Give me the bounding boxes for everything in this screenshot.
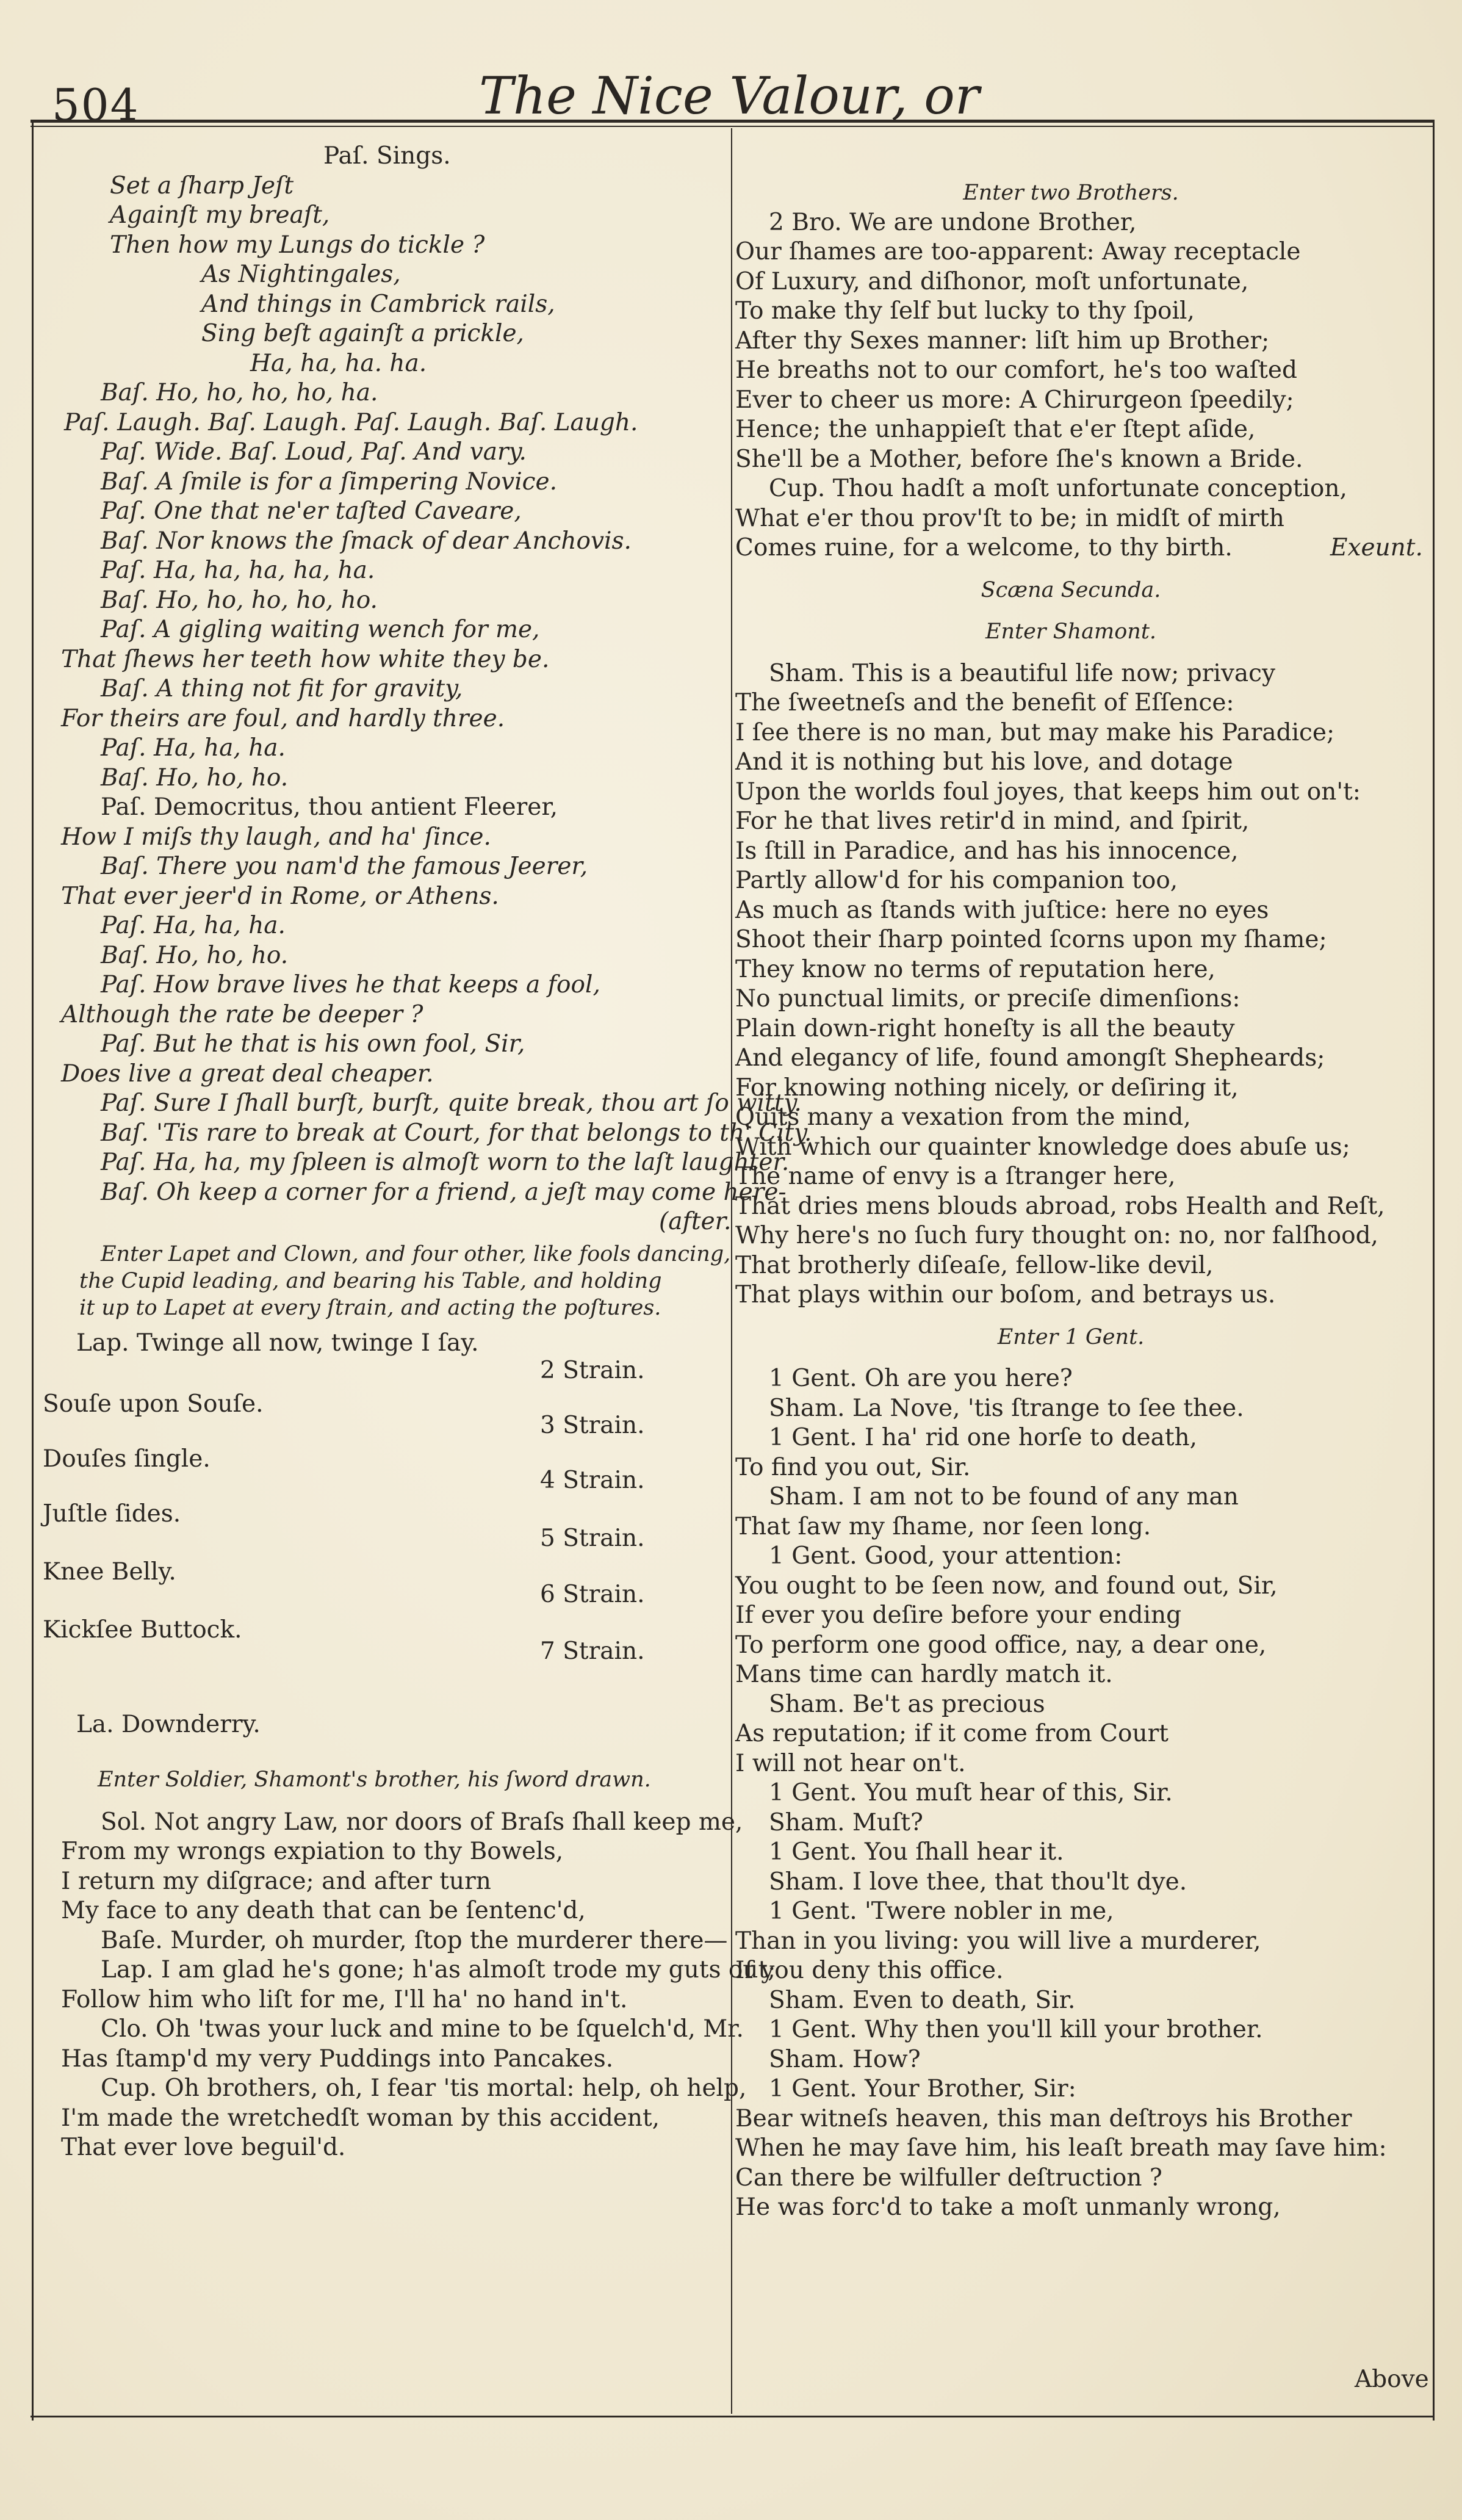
speech-line: I will not hear on't. bbox=[735, 1749, 966, 1777]
speech-line: For knowing nothing nicely, or deſiring it, bbox=[735, 1074, 1239, 1102]
dance-step: Douſes ſingle. bbox=[43, 1445, 211, 1473]
verse-line: Baſ. Nor knows the ſmack of dear Anchovis. bbox=[101, 527, 632, 555]
left-border-rule bbox=[32, 120, 34, 2421]
speech-line: Sham. Be't as precious bbox=[769, 1690, 1045, 1718]
verse-line: Paſ. Ha, ha, ha. bbox=[101, 734, 286, 762]
verse-line: Baſ. Ho, ho, ho, ho, ho. bbox=[101, 586, 378, 614]
speech-line: When he may ſave him, his leaſt breath may ſave him: bbox=[735, 2134, 1387, 2162]
speech-line: With which our quainter knowledge does abuſe us; bbox=[735, 1133, 1350, 1161]
speech-line: He breaths not to our comfort, he's too waſted bbox=[735, 356, 1297, 384]
speech-line: Of Luxury, and diſhonor, moſt unfortunate, bbox=[735, 267, 1249, 295]
speech-line: To perform one good office, nay, a dear one, bbox=[735, 1631, 1267, 1659]
speech-line: After thy Sexes manner: liſt him up Brother; bbox=[735, 327, 1270, 355]
stage-direction: the Cupid leading, and bearing his Table, and holding bbox=[79, 1268, 662, 1293]
speech-line: No punctual limits, or preciſe dimenſions: bbox=[735, 985, 1241, 1013]
running-title: The Nice Valour, or bbox=[479, 66, 979, 126]
speech-line: Plain down-right honeſty is all the beauty bbox=[735, 1014, 1235, 1042]
speech-line: That plays within our boſom, and betrays us. bbox=[735, 1281, 1276, 1309]
speech-line: I return my diſgrace; and after turn bbox=[61, 1867, 491, 1895]
scene-heading: Enter Shamont. bbox=[985, 619, 1157, 644]
strain-label: 5 Strain. bbox=[540, 1524, 645, 1552]
speech-line: Clo. Oh 'twas your luck and mine to be ſquelch'd, Mr. bbox=[101, 2015, 744, 2043]
speech-line: He was forc'd to take a moſt unmanly wrong, bbox=[735, 2193, 1281, 2221]
verse-line: Baſ. A ſmile is for a ſimpering Novice. bbox=[101, 468, 557, 496]
strain-label: 6 Strain. bbox=[540, 1580, 645, 1608]
strain-label: 2 Strain. bbox=[540, 1356, 645, 1384]
speech-line: You ought to be ſeen now, and found out, Sir, bbox=[735, 1572, 1278, 1600]
speech-line: As reputation; if it come from Court bbox=[735, 1720, 1169, 1747]
speech-line: Is ſtill in Paradice, and has his innocence, bbox=[735, 837, 1239, 865]
speech-line: Bear witneſs heaven, this man deſtroys his Brother bbox=[735, 2104, 1352, 2132]
speech-line: If you deny this office. bbox=[735, 1957, 1004, 1984]
speech-line: They know no terms of reputation here, bbox=[735, 955, 1215, 983]
speech-line: She'll be a Mother, before ſhe's known a Bride. bbox=[735, 445, 1303, 473]
speech-line: Ever to cheer us more: A Chirurgeon ſpeedily; bbox=[735, 386, 1294, 414]
speech-line: Can there be wilfuller deſtruction ? bbox=[735, 2164, 1162, 2192]
dance-step: Kickſee Buttock. bbox=[43, 1616, 242, 1644]
verse-line: Baſ. Oh keep a corner for a friend, a jeſt may come here- bbox=[101, 1178, 787, 1206]
speech-line: Than in you living: you will live a murderer, bbox=[735, 1927, 1261, 1955]
verse-line: As Nightingales, bbox=[201, 261, 401, 288]
speech-line: For he that lives retir'd in mind, and ſpirit, bbox=[735, 807, 1250, 835]
dance-line: Lap. Twinge all now, twinge I ſay. bbox=[76, 1329, 479, 1357]
speech-line: 1 Gent. Why then you'll kill your brother. bbox=[769, 2016, 1263, 2043]
scene-heading: Scæna Secunda. bbox=[981, 577, 1161, 602]
verse-line: Baſ. A thing not fit for gravity, bbox=[101, 675, 463, 702]
verse-line: Paſ. Ha, ha, my ſpleen is almoſt worn to the laſt laughter. bbox=[101, 1149, 790, 1176]
strain-label: 4 Strain. bbox=[540, 1466, 645, 1494]
speech-line: Sham. La Nove, 'tis ſtrange to ſee thee. bbox=[769, 1394, 1244, 1422]
speech-line: 1 Gent. You ſhall hear it. bbox=[769, 1838, 1064, 1866]
verse-line: That ſhews her teeth how white they be. bbox=[61, 645, 550, 673]
right-border-rule bbox=[1433, 120, 1435, 2421]
verse-line: Paſ. But he that is his own fool, Sir, bbox=[101, 1030, 525, 1058]
speech-line: Sham. I am not to be found of any man bbox=[769, 1483, 1239, 1511]
stage-direction: Enter Lapet and Clown, and four other, like fools dancing, bbox=[101, 1241, 731, 1266]
verse-line: Paſ. A gigling waiting wench for me, bbox=[101, 616, 540, 643]
speech-line: Sham. This is a beautiful life now; privacy bbox=[769, 659, 1276, 687]
speech-line: Partly allow'd for his companion too, bbox=[735, 867, 1178, 894]
verse-line: Baſ. There you nam'd the famous Jeerer, bbox=[101, 853, 588, 880]
speech-line: That brotherly diſeaſe, fellow-like devil, bbox=[735, 1251, 1214, 1279]
strain-label: 7 Strain. bbox=[540, 1637, 645, 1665]
speech-line: And it is nothing but his love, and dotage bbox=[735, 748, 1233, 776]
speech-line: 1 Gent. Oh are you here? bbox=[769, 1365, 1073, 1392]
verse-line: (after. bbox=[659, 1208, 732, 1235]
speech-line: 1 Gent. I ha' rid one horſe to death, bbox=[769, 1424, 1198, 1451]
speech-line: If ever you deſire before your ending bbox=[735, 1601, 1182, 1629]
speech-line: 1 Gent. 'Twere nobler in me, bbox=[769, 1897, 1114, 1925]
dance-line: La. Downderry. bbox=[76, 1710, 261, 1738]
catchword: Above bbox=[1355, 2366, 1429, 2393]
speech-line: Shoot their ſharp pointed ſcorns upon my ſhame; bbox=[735, 926, 1327, 953]
speech-line: Sham. How? bbox=[769, 2045, 921, 2073]
scene-heading: Enter two Brothers. bbox=[963, 181, 1179, 205]
stage-direction: Enter Soldier, Shamont's brother, his ſword drawn. bbox=[98, 1767, 651, 1792]
speech-line: I ſee there is no man, but may make his Paradice; bbox=[735, 718, 1335, 746]
speech-line: To make thy ſelf but lucky to thy ſpoil, bbox=[735, 297, 1195, 325]
speech-line: I'm made the wretchedſt woman by this accident, bbox=[61, 2104, 660, 2132]
speech-line: 2 Bro. We are undone Brother, bbox=[769, 208, 1137, 236]
verse-line: Paſ. Democritus, thou antient Fleerer, bbox=[101, 793, 558, 821]
speech-line: Sham. Even to death, Sir. bbox=[769, 1986, 1076, 2014]
dance-step: Souſe upon Souſe. bbox=[43, 1390, 264, 1418]
speech-line: Upon the worlds foul joyes, that keeps him out on't: bbox=[735, 778, 1361, 806]
speech-line: Follow him who liſt for me, I'll ha' no hand in't. bbox=[61, 1985, 628, 2013]
speech-line: To find you out, Sir. bbox=[735, 1453, 971, 1481]
header-rule bbox=[31, 120, 1434, 123]
speech-line: Mans time can hardly match it. bbox=[735, 1661, 1113, 1688]
verse-line: Baſ. Ho, ho, ho. bbox=[101, 764, 289, 792]
verse-line: And things in Cambrick rails, bbox=[201, 290, 555, 318]
verse-line: Baſ. 'Tis rare to break at Court, for that belongs to th' City. bbox=[101, 1119, 812, 1147]
speech-line: Sham. I love thee, that thou'lt dye. bbox=[769, 1868, 1187, 1896]
speech-line: 1 Gent. You muſt hear of this, Sir. bbox=[769, 1779, 1173, 1807]
verse-line: Does live a great deal cheaper. bbox=[61, 1060, 434, 1088]
page-number: 504 bbox=[52, 79, 140, 131]
speech-line: Baſe. Murder, oh murder, ſtop the murderer there— bbox=[101, 1926, 728, 1954]
dance-step: Knee Belly. bbox=[43, 1558, 176, 1586]
verse-line: Againſt my breaſt, bbox=[110, 201, 330, 229]
speech-line: From my wrongs expiation to thy Bowels, bbox=[61, 1838, 564, 1865]
verse-line: Although the rate be deeper ? bbox=[61, 1000, 423, 1028]
speech-line: Comes ruine, for a welcome, to thy birth. Exeunt. bbox=[735, 534, 1423, 561]
verse-line: Ha, ha, ha. ha. bbox=[250, 349, 427, 377]
column-divider bbox=[731, 128, 732, 2414]
verse-line: Paſ. One that ne'er taſted Caveare, bbox=[101, 497, 522, 525]
speech-line: That ſaw my ſhame, nor ſeen long. bbox=[735, 1512, 1151, 1540]
speech-line: Quits many a vexation from the mind, bbox=[735, 1103, 1191, 1131]
verse-line: Paſ. Laugh. Baſ. Laugh. Paſ. Laugh. Baſ. Laugh. bbox=[64, 408, 638, 436]
speech-line: That dries mens blouds abroad, robs Health and Reſt, bbox=[735, 1192, 1385, 1220]
speech-line: That ever love beguil'd. bbox=[61, 2134, 346, 2161]
speech-line: 1 Gent. Good, your attention: bbox=[769, 1542, 1123, 1570]
speech-line: My face to any death that can be ſentenc'd, bbox=[61, 1897, 586, 1924]
speech-line: Sham. Muſt? bbox=[769, 1808, 923, 1836]
verse-line: Sing beſt againſt a prickle, bbox=[201, 320, 524, 347]
verse-line: For theirs are foul, and hardly three. bbox=[61, 704, 505, 732]
verse-line: Paſ. Sure I ſhall burſt, burſt, quite break, thou art ſo witty. bbox=[101, 1089, 802, 1117]
speech-line: Has ſtamp'd my very Puddings into Pancakes. bbox=[61, 2045, 614, 2073]
verse-line: Paſ. How brave lives he that keeps a fool, bbox=[101, 971, 600, 998]
speech-line: The name of envy is a ſtranger here, bbox=[735, 1163, 1176, 1190]
verse-line: Paſ. Sings. bbox=[323, 142, 451, 170]
speech-line: The ſweetneſs and the benefit of Eſſence: bbox=[735, 689, 1234, 717]
header-rule-thin bbox=[31, 126, 1434, 127]
speech-line: Cup. Oh brothers, oh, I fear 'tis mortal: help, oh help, bbox=[101, 2074, 747, 2102]
verse-line: That ever jeer'd in Rome, or Athens. bbox=[61, 882, 499, 910]
stage-direction: it up to Lapet at every ſtrain, and acting the poſtures. bbox=[79, 1295, 661, 1320]
speech-line: 1 Gent. Your Brother, Sir: bbox=[769, 2075, 1076, 2103]
strain-label: 3 Strain. bbox=[540, 1411, 645, 1439]
verse-line: Baſ. Ho, ho, ho, ho, ha. bbox=[101, 379, 378, 406]
speech-line: Why here's no ſuch fury thought on: no, nor falſhood, bbox=[735, 1222, 1378, 1249]
verse-line: Paſ. Wide. Baſ. Loud, Paſ. And vary. bbox=[101, 438, 527, 466]
verse-line: Paſ. Ha, ha, ha, ha, ha. bbox=[101, 557, 375, 584]
page-header bbox=[31, 55, 1428, 131]
dance-step: Juſtle ſides. bbox=[43, 1500, 181, 1528]
verse-line: Baſ. Ho, ho, ho. bbox=[101, 941, 289, 969]
verse-line: Paſ. Ha, ha, ha. bbox=[101, 912, 286, 939]
speech-line: Cup. Thou hadſt a moſt unfortunate conception, bbox=[769, 475, 1347, 502]
speech-line: Hence; the unhappieſt that e'er ſtept aſide, bbox=[735, 416, 1256, 443]
verse-line: Then how my Lungs do tickle ? bbox=[110, 231, 485, 259]
speech-line: Our ſhames are too-apparent: Away receptacle bbox=[735, 238, 1301, 265]
verse-line: How I miſs thy laugh, and ha' ſince. bbox=[61, 823, 491, 851]
exeunt-label: Exeunt. bbox=[1330, 534, 1423, 561]
speech-line: What e'er thou prov'ſt to be; in midſt of mirth bbox=[735, 504, 1284, 532]
verse-line: Set a ſharp Jeſt bbox=[110, 171, 294, 200]
speech-line: Lap. I am glad he's gone; h'as almoſt trode my guts out; bbox=[101, 1956, 776, 1984]
speech-line: And elegancy of life, found amongſt Shepheards; bbox=[735, 1044, 1325, 1072]
bottom-rule bbox=[31, 2416, 1434, 2417]
scene-heading: Enter 1 Gent. bbox=[997, 1324, 1145, 1349]
speech-line: As much as ſtands with juſtice: here no eyes bbox=[735, 896, 1269, 924]
speech-line: Sol. Not angry Law, nor doors of Braſs ſhall keep me, bbox=[101, 1808, 743, 1836]
